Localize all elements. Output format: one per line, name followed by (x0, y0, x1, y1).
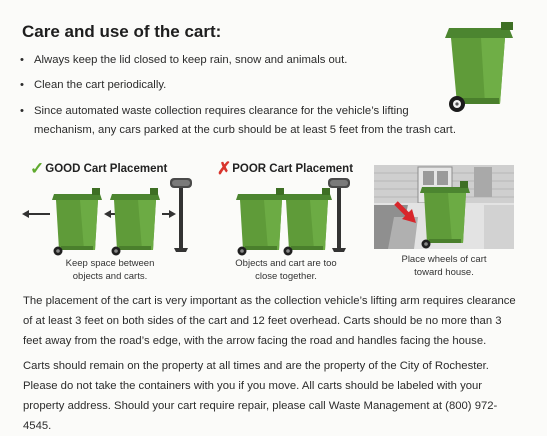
trash-cart-icon (420, 181, 470, 249)
caption-line: Place wheels of cart (401, 254, 487, 265)
house-caption (384, 253, 504, 279)
spacing-arrow-icon (162, 210, 176, 218)
poor-placement-illustration (232, 176, 362, 258)
spacing-arrow-icon (22, 210, 50, 218)
trash-cart-icon (110, 188, 160, 256)
bullet-text: Clean the cart periodically. (34, 79, 167, 91)
bullet-dot: • (20, 105, 24, 117)
trash-cart-icon (282, 188, 332, 256)
bullet-text: Since automated waste collection requires clearance for the vehicle’s lifting mechanism, any cars parked at the curb should be at least 5 feet from the trash cart. (34, 105, 456, 136)
care-bullet-list (20, 52, 460, 149)
poor-heading-text: POOR Cart Placement (232, 163, 354, 175)
bullet-text: Always keep the lid closed to keep rain, snow and animals out. (34, 54, 348, 66)
trash-cart-icon (443, 22, 518, 114)
caption-line: toward house. (414, 267, 474, 278)
property-paragraph: Carts should remain on the property at all times and are the property of the City of Rochester. Please do not take the containers with you if you move. All carts should be labeled with your property address. Should your cart require repair, please call Waste Management at (800) 972-4545. (23, 360, 498, 432)
caption-line: Keep space between (65, 258, 155, 269)
good-heading-text: GOOD Cart Placement (45, 163, 168, 175)
trash-cart-icon (52, 188, 102, 256)
caption-line: Objects and cart are too (235, 258, 337, 269)
mailbox-icon (328, 178, 350, 252)
good-caption (50, 257, 170, 283)
trash-cart-icon (236, 188, 286, 256)
bullet-item (20, 77, 460, 93)
bullet-dot: • (20, 79, 24, 91)
check-icon: ✓ (30, 159, 45, 178)
bullet-item (20, 102, 460, 140)
house-placement-photo (374, 165, 514, 249)
bullet-item (20, 52, 460, 68)
poor-caption (226, 257, 346, 283)
caption-line: close together. (255, 271, 317, 282)
caption-line: objects and carts. (72, 271, 148, 282)
section-title: Care and use of the cart: (22, 22, 222, 41)
placement-paragraph: The placement of the cart is very important as the collection vehicle’s lifting arm requires clearance of at least 3 feet on both sides of the cart and 12 feet overhead. Carts should be no more than 3 feet away from the road’s edge, with the arrow facing the road and handles facing the house. (23, 295, 516, 347)
good-placement-illustration (22, 176, 192, 258)
x-mark-icon: ✗ (217, 159, 232, 178)
bullet-dot: • (20, 54, 24, 66)
